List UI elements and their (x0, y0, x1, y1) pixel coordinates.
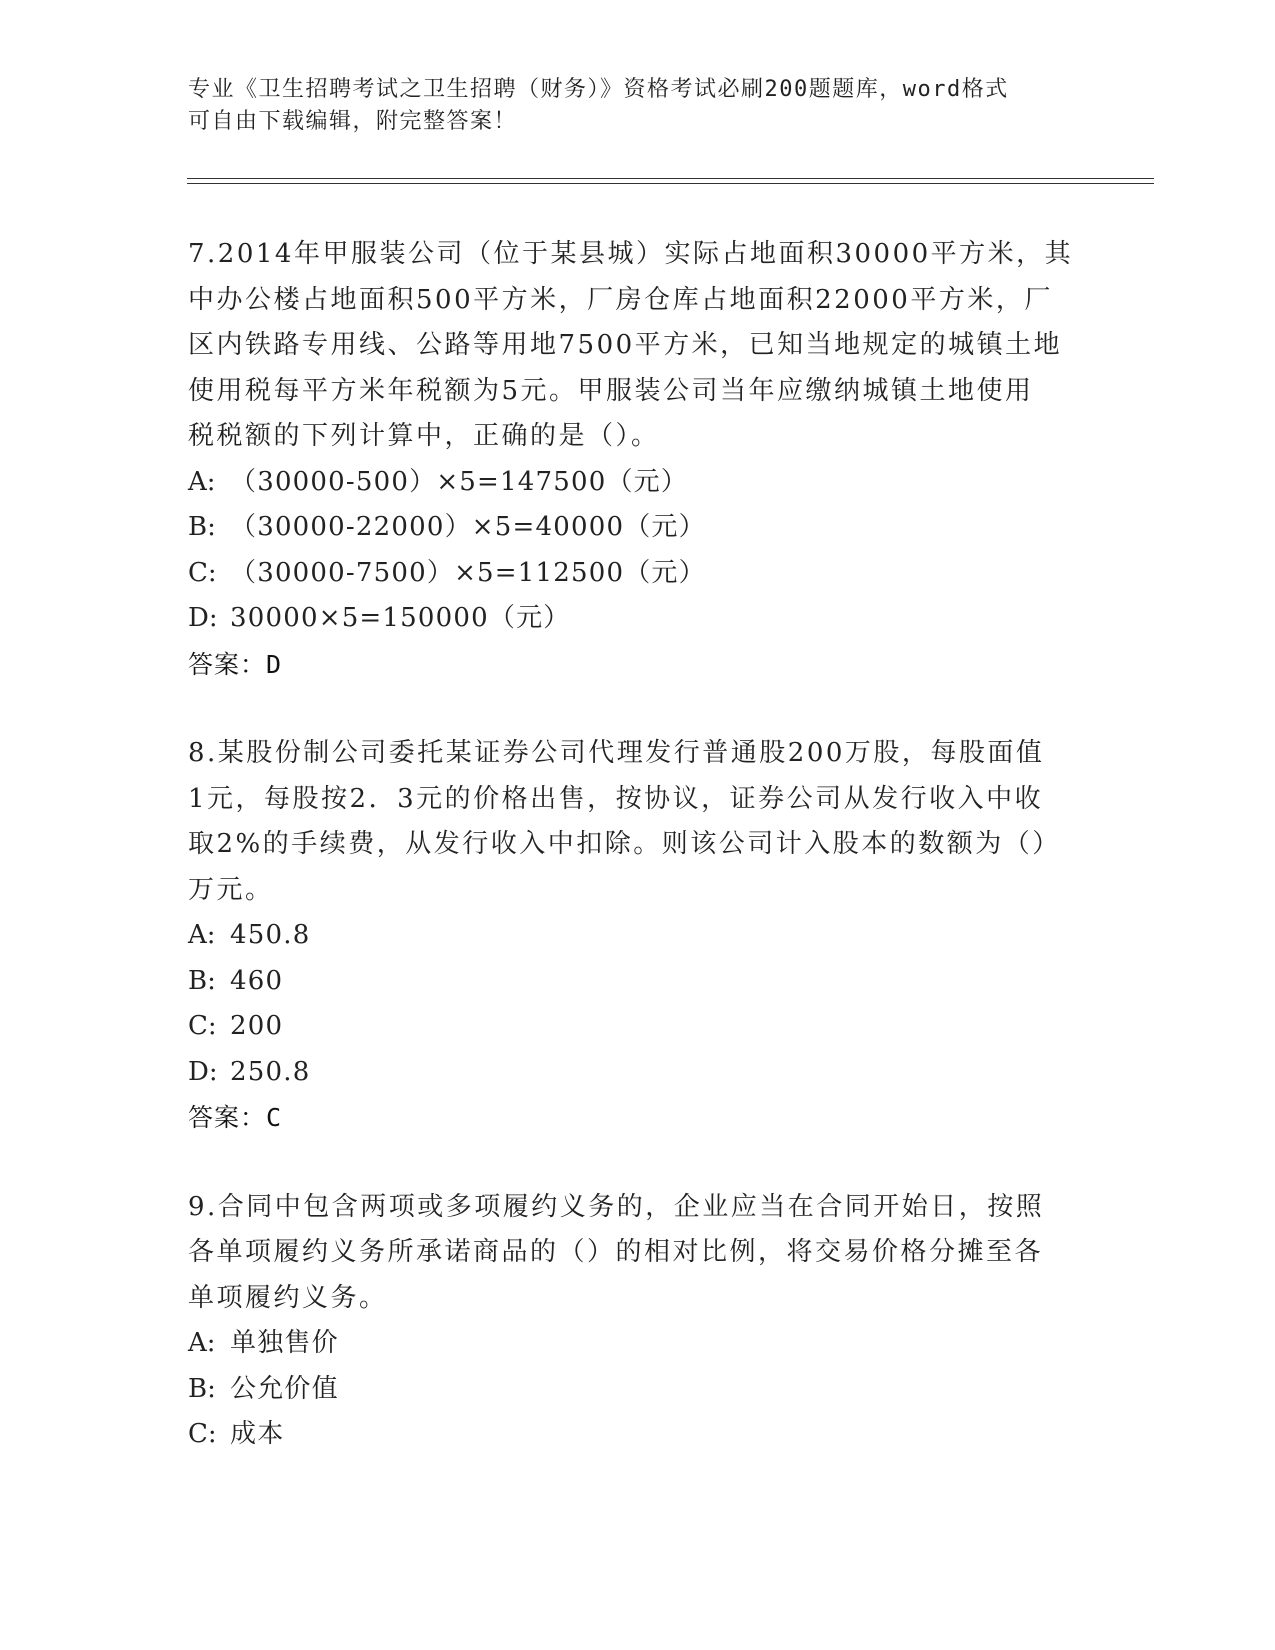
option-text: （30000-22000）×5=40000（元） (230, 512, 706, 542)
option-c (188, 551, 1088, 597)
question-spacer (188, 687, 1088, 731)
option-key: D: (188, 1056, 218, 1087)
option-a (188, 460, 1088, 506)
option-key: C: (188, 557, 217, 588)
option-text: 单独售价 (230, 1328, 339, 1358)
option-key: A: (188, 1328, 216, 1358)
option-key: A: (188, 466, 216, 497)
header-title-line-1: 专业《卫生招聘考试之卫生招聘（财务）》资格考试必刷200题题库，word格式 (188, 77, 1009, 102)
option-text: 450.8 (230, 920, 311, 950)
option-b (188, 1367, 1088, 1413)
option-a (188, 913, 1088, 959)
option-key: B: (188, 1373, 216, 1404)
header-title-line-2: 可自由下载编辑，附完整答案！ (188, 109, 518, 134)
option-key: B: (188, 512, 216, 542)
question-text-line: 中办公楼占地面积500平方米，厂房仓库占地面积22000平方米，厂 (188, 284, 1053, 315)
option-text: 460 (230, 965, 284, 996)
option-key: C: (188, 1011, 217, 1041)
question-text-line: 8.某股份制公司委托某证券公司代理发行普通股200万股，每股面值 (188, 738, 1045, 768)
answer-line: 答案：D (188, 649, 283, 679)
question-text-line: 万元。 (188, 874, 274, 905)
question-8 (188, 731, 1088, 1141)
option-key: C: (188, 1419, 217, 1449)
question-text-line: 各单项履约义务所承诺商品的（）的相对比例，将交易价格分摊至各 (188, 1237, 1044, 1267)
option-b (188, 505, 1088, 551)
option-a (188, 1321, 1088, 1367)
option-c (188, 1412, 1088, 1458)
question-text-line: 取2%的手续费，从发行收入中扣除。则该公司计入股本的数额为（） (188, 829, 1061, 859)
option-text: 成本 (230, 1419, 285, 1449)
header-divider-bottom (187, 183, 1154, 184)
answer-line: 答案：C (188, 1103, 283, 1132)
question-text-line: 9.合同中包含两项或多项履约义务的，企业应当在合同开始日，按照 (188, 1191, 1045, 1222)
option-text: 公允价值 (230, 1373, 339, 1404)
question-list (188, 232, 1088, 1458)
option-text: 30000×5=150000（元） (230, 603, 571, 633)
option-b (188, 959, 1088, 1005)
question-spacer (188, 1141, 1088, 1185)
question-text-line: 使用税每平方米年税额为5元。甲服装公司当年应缴纳城镇土地使用 (188, 375, 1034, 406)
option-text: 250.8 (230, 1056, 311, 1087)
option-key: B: (188, 965, 216, 996)
question-text-line: 税税额的下列计算中，正确的是（）。 (188, 421, 660, 451)
document-header (188, 74, 1088, 138)
option-c (188, 1004, 1088, 1050)
option-d (188, 596, 1088, 642)
option-text: 200 (230, 1011, 284, 1041)
question-9 (188, 1185, 1088, 1458)
question-7 (188, 232, 1088, 687)
question-text-line: 单项履约义务。 (188, 1282, 388, 1313)
option-key: D: (188, 603, 218, 633)
question-text-line: 区内铁路专用线、公路等用地7500平方米，已知当地规定的城镇土地 (188, 330, 1063, 360)
option-key: A: (188, 920, 216, 950)
question-text-line: 1元，每股按2．3元的价格出售，按协议，证券公司从发行收入中收 (188, 783, 1044, 814)
option-d (188, 1050, 1088, 1096)
option-text: （30000-7500）×5=112500（元） (230, 557, 706, 588)
question-text-line: 7.2014年甲服装公司（位于某县城）实际占地面积30000平方米，其 (188, 239, 1074, 269)
header-divider-top (187, 178, 1154, 179)
option-text: （30000-500）×5=147500（元） (230, 466, 689, 497)
